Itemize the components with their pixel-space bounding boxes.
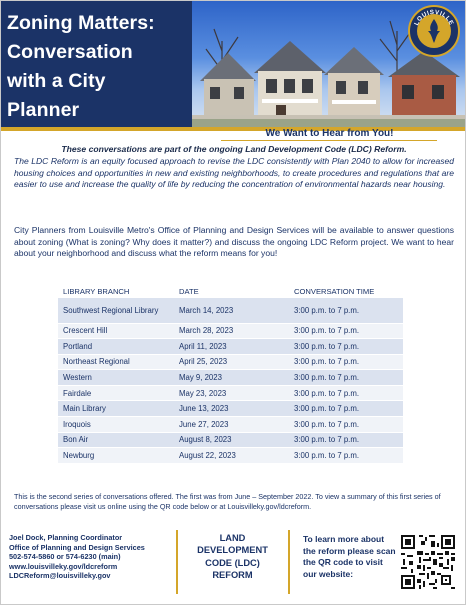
table-row (58, 448, 403, 464)
branch-cell: Main Library (58, 401, 174, 417)
louisville-seal-icon (408, 5, 460, 57)
date-cell: April 25, 2023 (174, 354, 289, 370)
title-block (1, 1, 192, 127)
contact-block (9, 533, 179, 581)
time-cell: 3:00 p.m. to 7 p.m. (289, 448, 403, 464)
contact-phone: 502-574-5860 or 574-6230 (main) (9, 552, 121, 562)
learn-more-text: To learn more about the reform please scan the QR code to visit our website: (303, 534, 396, 580)
branch-cell: Crescent Hill (58, 323, 174, 339)
table-header-row (58, 284, 403, 298)
table-row (58, 370, 403, 386)
series-note: This is the second series of conversations offered. The first was from June – September 2022. To view a summary of this first series of conversations please visit us online using the QR code below or at Louisvilleky.gov/ldcreform. (14, 492, 441, 511)
date-cell: August 22, 2023 (174, 448, 289, 464)
table-row (58, 354, 403, 370)
branch-cell: Western (58, 370, 174, 386)
date-cell: March 14, 2023 (174, 298, 289, 323)
branch-cell: Newburg (58, 448, 174, 464)
time-cell: 3:00 p.m. to 7 p.m. (289, 417, 403, 433)
footer-divider-left (176, 530, 178, 594)
branch-cell: Northeast Regional (58, 354, 174, 370)
table-row (58, 432, 403, 448)
date-cell: April 11, 2023 (174, 339, 289, 355)
table-row (58, 401, 403, 417)
contact-website-link[interactable]: www.louisvilleky.gov/ldcreform (9, 561, 118, 571)
time-cell: 3:00 p.m. to 7 p.m. (289, 385, 403, 401)
date-cell: May 9, 2023 (174, 370, 289, 386)
branch-cell: Fairdale (58, 385, 174, 401)
footer-divider-right (288, 530, 290, 594)
schedule-table (58, 284, 403, 464)
page-title: Zoning Matters: Conversation with a City Planner (7, 12, 155, 121)
time-cell: 3:00 p.m. to 7 p.m. (289, 339, 403, 355)
column-header-time: CONVERSATION TIME (294, 286, 375, 296)
branch-cell: Bon Air (58, 432, 174, 448)
branch-cell: Iroquois (58, 417, 174, 433)
table-row (58, 298, 403, 323)
time-cell: 3:00 p.m. to 7 p.m. (289, 401, 403, 417)
planners-paragraph: City Planners from Louisville Metro's Office of Planning and Design Services will be available to answer questions about zoning (What is zoning? Why does it matter?) and discuss the ongoing LDC Reform project. We want to hear about your neighborhood and discuss what the reform means for you! (14, 225, 454, 259)
time-cell: 3:00 p.m. to 7 p.m. (289, 298, 403, 323)
table-row (58, 417, 403, 433)
time-cell: 3:00 p.m. to 7 p.m. (289, 323, 403, 339)
column-header-branch: LIBRARY BRANCH (63, 286, 130, 296)
contact-email-link[interactable]: LDCReform@louisvilleky.gov (9, 571, 111, 581)
time-cell: 3:00 p.m. to 7 p.m. (289, 354, 403, 370)
table-row (58, 339, 403, 355)
date-cell: August 8, 2023 (174, 432, 289, 448)
contact-office: Office of Planning and Design Services (9, 542, 145, 552)
table-row (58, 385, 403, 401)
date-cell: June 13, 2023 (174, 401, 289, 417)
hear-from-you-banner: We Want to Hear from You! (265, 128, 394, 139)
contact-name: Joel Dock, Planning Coordinator (9, 533, 123, 542)
date-cell: March 28, 2023 (174, 323, 289, 339)
date-cell: May 23, 2023 (174, 385, 289, 401)
time-cell: 3:00 p.m. to 7 p.m. (289, 432, 403, 448)
column-header-date: DATE (179, 286, 199, 296)
branch-cell: Portland (58, 339, 174, 355)
table-row (58, 323, 403, 339)
date-cell: June 27, 2023 (174, 417, 289, 433)
svg-text:LOUISVILLE: LOUISVILLE (413, 8, 455, 27)
banner-underline (221, 140, 437, 141)
qr-code-icon[interactable] (399, 533, 457, 591)
ldc-reform-label: LAND DEVELOPMENT CODE (LDC) REFORM (197, 533, 268, 581)
branch-cell: Southwest Regional Library (58, 298, 174, 323)
time-cell: 3:00 p.m. to 7 p.m. (289, 370, 403, 386)
intro-emphasis: These conversations are part of the ongoing Land Development Code (LDC) Reform. (61, 144, 407, 154)
intro-paragraph: The LDC Reform is an equity focused approach to revise the LDC consistently with Plan 2040 to allow for increased housing choices and opportunities in new and existing neighborhoods, to create procedures and regulations that are easier to use and increase the quality of life by reducing the concentration of environmental hazards near housing. (14, 156, 454, 190)
